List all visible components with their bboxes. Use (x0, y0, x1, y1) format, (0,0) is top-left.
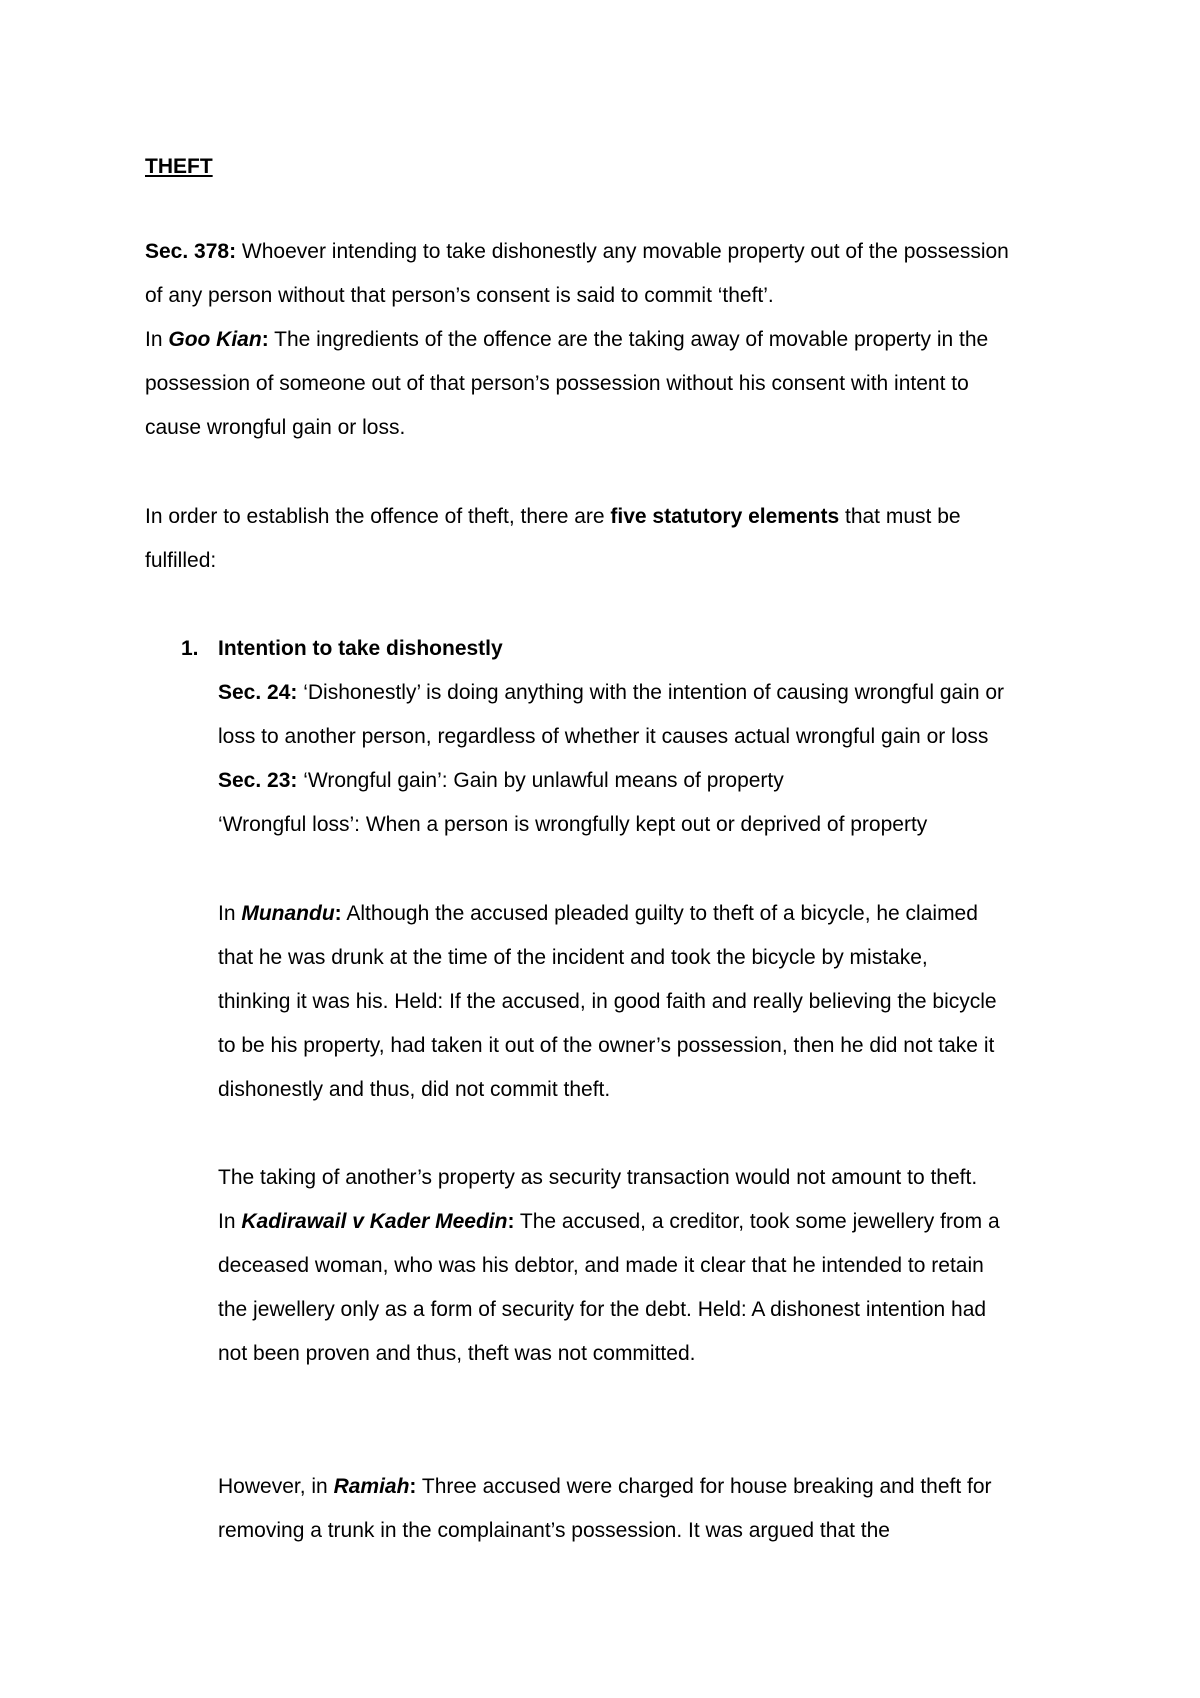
elements-pre: In order to establish the offence of theft, there are (145, 505, 611, 528)
kadirawail-line-4: not been proven and thus, theft was not committed. (218, 1342, 696, 1365)
sec-378-label: Sec. 378: (145, 240, 237, 263)
ramiah-colon: : (409, 1475, 417, 1498)
elements-line-2: fulfilled: (145, 549, 217, 572)
item-1-title: Intention to take dishonestly (218, 637, 503, 660)
kadirawail-pre: In (218, 1210, 242, 1233)
case-name-goo-kian: Goo Kian (168, 328, 262, 351)
case-name-kadirawail: Kadirawail v Kader Meedin (241, 1210, 508, 1233)
sec-23-label: Sec. 23: (218, 769, 298, 792)
munandu-pre: In (218, 902, 242, 925)
ramiah-line-1 (218, 1473, 992, 1501)
goo-kian-colon: : (261, 328, 269, 351)
sec-23-line-1 (218, 767, 784, 795)
ramiah-text: Three accused were charged for house breaking and theft for (416, 1475, 992, 1498)
goo-kian-line-1 (145, 326, 988, 354)
ramiah-line-2: removing a trunk in the complainant’s possession. It was argued that the (218, 1519, 890, 1542)
munandu-line-4: to be his property, had taken it out of the owner’s possession, then he did not take it (218, 1034, 995, 1057)
elements-post: that must be (839, 505, 961, 528)
kadirawail-line-1 (218, 1208, 1000, 1236)
kadirawail-line-2: deceased woman, who was his debtor, and made it clear that he intended to retain (218, 1254, 984, 1277)
kadirawail-line-3: the jewellery only as a form of security for the debt. Held: A dishonest intention had (218, 1298, 987, 1321)
sec-23-text: ‘Wrongful gain’: Gain by unlawful means of property (297, 769, 784, 792)
kadirawail-colon: : (507, 1210, 515, 1233)
heading-theft: THEFT (145, 155, 213, 178)
sec-378-line-1 (145, 238, 1009, 266)
goo-kian-line-3: cause wrongful gain or loss. (145, 416, 406, 439)
goo-kian-text: The ingredients of the offence are the taking away of movable property in the (268, 328, 989, 351)
sec-24-line-2: loss to another person, regardless of whether it causes actual wrongful gain or loss (218, 725, 989, 748)
munandu-line-5: dishonestly and thus, did not commit theft. (218, 1078, 611, 1101)
security-line-1: The taking of another’s property as security transaction would not amount to theft. (218, 1166, 978, 1189)
kadirawail-text: The accused, a creditor, took some jewellery from a (514, 1210, 1000, 1233)
munandu-line-2: that he was drunk at the time of the incident and took the bicycle by mistake, (218, 946, 928, 969)
goo-kian-pre: In (145, 328, 169, 351)
sec-378-line-2: of any person without that person’s consent is said to commit ‘theft’. (145, 284, 774, 307)
sec-24-text: ‘Dishonestly’ is doing anything with the intention of causing wrongful gain or (297, 681, 1005, 704)
case-name-munandu: Munandu (241, 902, 335, 925)
goo-kian-line-2: possession of someone out of that person’s possession without his consent with intent to (145, 372, 969, 395)
sec-24-label: Sec. 24: (218, 681, 298, 704)
munandu-colon: : (334, 902, 342, 925)
item-1-number: 1. (181, 637, 199, 660)
ramiah-pre: However, in (218, 1475, 334, 1498)
munandu-line-1 (218, 900, 978, 928)
elements-line-1 (145, 503, 961, 531)
case-name-ramiah: Ramiah (333, 1475, 410, 1498)
munandu-line-3: thinking it was his. Held: If the accused, in good faith and really believing the bicycle (218, 990, 997, 1013)
sec-24-line-1 (218, 679, 1004, 707)
five-statutory-elements: five statutory elements (610, 505, 840, 528)
sec-23-line-2: ‘Wrongful loss’: When a person is wrongfully kept out or deprived of property (218, 813, 928, 836)
sec-378-text: Whoever intending to take dishonestly any movable property out of the possession (236, 240, 1009, 263)
munandu-text: Although the accused pleaded guilty to theft of a bicycle, he claimed (341, 902, 978, 925)
